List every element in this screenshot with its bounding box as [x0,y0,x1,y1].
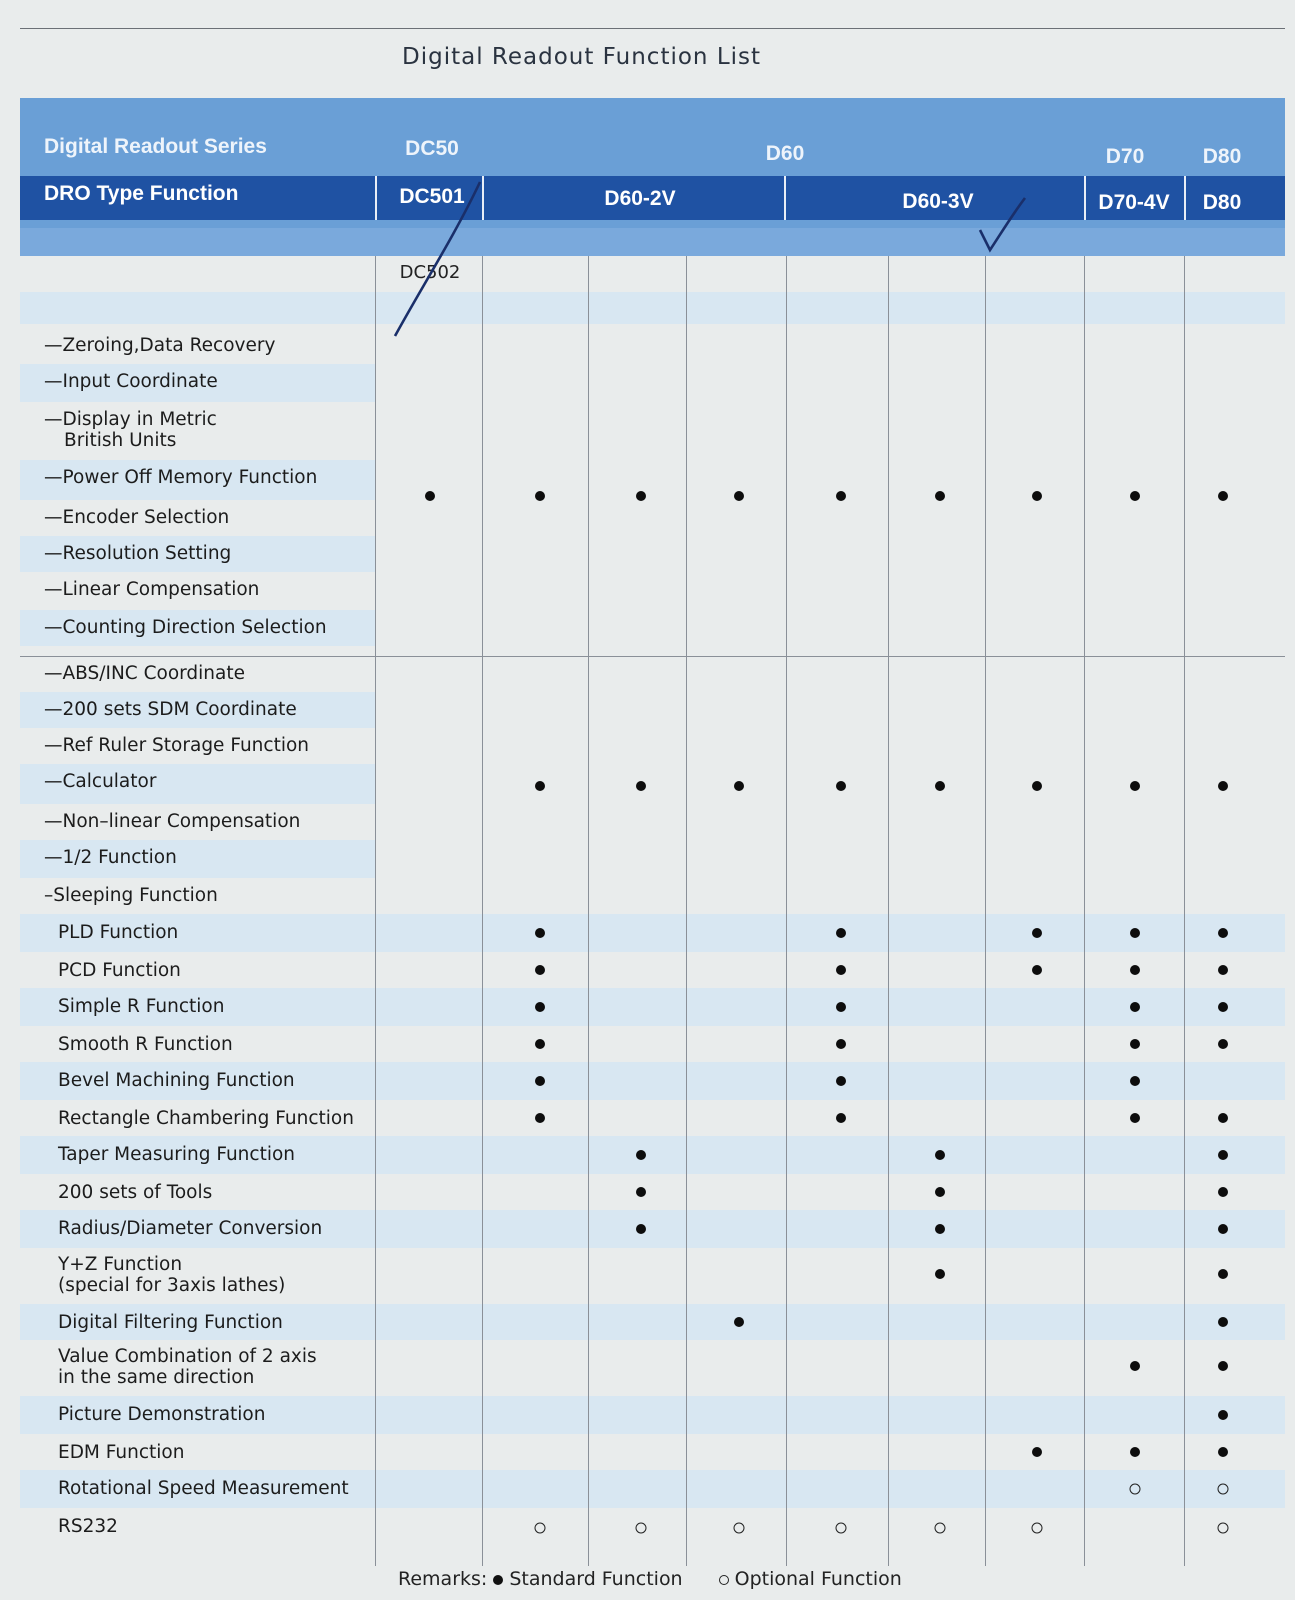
standard-mark [535,965,545,975]
standard-mark [1218,1447,1228,1457]
feature-label: RS232 [58,1516,118,1537]
standard-mark [636,1224,646,1234]
type-separator [784,176,786,220]
legend-prefix: Remarks: [398,1568,488,1590]
standard-mark [935,491,945,501]
optional-mark [1218,1484,1229,1495]
type-separator [375,176,377,220]
row-label: —Counting Direction Selection [44,617,327,638]
type-d80: D80 [1202,191,1242,214]
standard-mark [636,1150,646,1160]
type-d60-2v: D60-2V [604,187,676,210]
standard-mark [535,928,545,938]
standard-mark [935,1187,945,1197]
series-d80: D80 [1202,145,1242,168]
column-divider [686,256,687,1566]
standard-mark [1218,1113,1228,1123]
standard-mark [1130,1076,1140,1086]
feature-label: Rectangle Chambering Function [58,1108,354,1129]
feature-label: Value Combination of 2 axis [58,1346,317,1367]
row-label: —200 sets SDM Coordinate [44,699,297,720]
row-label: —Resolution Setting [44,543,232,564]
standard-mark [1218,1317,1228,1327]
standard-mark [1218,965,1228,975]
standard-mark [1032,1447,1042,1457]
column-divider [375,256,376,1566]
standard-mark [636,1187,646,1197]
column-divider [786,256,787,1566]
row-label: —Zeroing,Data Recovery [44,335,276,356]
column-divider [985,256,986,1566]
standard-mark [1032,965,1042,975]
feature-label: Smooth R Function [58,1034,233,1055]
standard-mark [535,1039,545,1049]
type-row-label: DRO Type Function [44,182,239,205]
standard-mark [734,1317,744,1327]
optional-mark [836,1523,847,1534]
type-d70-4v: D70-4V [1098,191,1170,214]
standard-mark [1218,1150,1228,1160]
row-label: –Sleeping Function [44,885,218,906]
column-divider [588,256,589,1566]
standard-mark [535,1113,545,1123]
legend-optional: Optional Function [734,1568,902,1590]
feature-label: Picture Demonstration [58,1404,266,1425]
standard-mark [636,491,646,501]
standard-mark [1218,1039,1228,1049]
type-separator [1084,176,1086,220]
column-divider [482,256,483,1566]
page-title: Digital Readout Function List [402,44,762,70]
row-label: —Ref Ruler Storage Function [44,735,310,756]
standard-mark [1130,1039,1140,1049]
standard-mark [636,781,646,791]
standard-mark [1218,1002,1228,1012]
feature-label: EDM Function [58,1442,185,1463]
standard-mark [1218,491,1228,501]
standard-mark [535,491,545,501]
feature-label: Taper Measuring Function [58,1144,296,1165]
standard-mark [1218,928,1228,938]
standard-mark [1130,1361,1140,1371]
row-label: —Input Coordinate [44,371,218,392]
standard-mark [535,781,545,791]
subheader-dc502: DC502 [399,262,461,283]
feature-label: in the same direction [58,1367,255,1388]
feature-label: 200 sets of Tools [58,1182,213,1203]
top-rule [20,28,1285,29]
standard-mark [836,1076,846,1086]
row-label: —Encoder Selection [44,507,230,528]
table-header [20,98,1285,256]
feature-label: Y+Z Function [58,1254,183,1275]
series-d60: D60 [765,142,805,165]
row-label: —Non–linear Compensation [44,811,301,832]
row-stripe [20,914,1285,952]
subheader-stripe [20,292,1285,324]
type-separator [482,176,484,220]
optional-mark [535,1523,546,1534]
row-label: —Linear Compensation [44,579,260,600]
standard-mark [1032,781,1042,791]
row-label: —ABS/INC Coordinate [44,663,246,684]
series-row-label: Digital Readout Series [44,135,267,158]
column-divider [1084,256,1085,1566]
column-divider [888,256,889,1566]
legend [398,1568,908,1590]
row-label: —1/2 Function [44,847,177,868]
row-label: —Calculator [44,771,157,792]
row-label: —Power Off Memory Function [44,467,318,488]
standard-mark [836,781,846,791]
series-d70: D70 [1105,145,1145,168]
row-label: British Units [64,430,177,451]
type-d60-3v: D60-3V [902,190,974,213]
standard-mark [1130,965,1140,975]
standard-mark [535,1002,545,1012]
standard-mark [425,491,435,501]
feature-label: PCD Function [58,960,181,981]
feature-label: Rotational Speed Measurement [58,1478,349,1499]
function-table [20,256,1285,1566]
standard-mark [1218,781,1228,791]
type-dc501: DC501 [399,185,465,208]
optional-mark [734,1523,745,1534]
optional-mark [636,1523,647,1534]
standard-mark [1130,491,1140,501]
standard-mark [1130,781,1140,791]
optional-mark [1218,1523,1229,1534]
feature-label: Simple R Function [58,996,225,1017]
row-label: —Display in Metric [44,409,217,430]
feature-label: Bevel Machining Function [58,1070,295,1091]
standard-mark [535,1076,545,1086]
column-divider [1184,256,1185,1566]
standard-mark [1130,1002,1140,1012]
standard-mark [734,781,744,791]
standard-mark [1218,1361,1228,1371]
type-separator [1184,176,1186,220]
standard-mark [836,928,846,938]
standard-mark [1218,1187,1228,1197]
feature-label: Digital Filtering Function [58,1312,283,1333]
standard-mark [836,965,846,975]
standard-dot-icon [493,1575,503,1585]
optional-mark [935,1523,946,1534]
legend-standard: Standard Function [509,1568,683,1590]
feature-label: PLD Function [58,922,179,943]
standard-mark [836,491,846,501]
standard-mark [935,1150,945,1160]
standard-mark [1130,1447,1140,1457]
standard-mark [836,1002,846,1012]
standard-mark [1218,1224,1228,1234]
standard-mark [1218,1410,1228,1420]
standard-mark [836,1113,846,1123]
standard-mark [734,491,744,501]
group-divider [20,656,1285,657]
standard-mark [935,781,945,791]
standard-mark [1032,491,1042,501]
series-dc50: DC50 [405,137,459,160]
optional-mark [1032,1523,1043,1534]
optional-mark [1130,1484,1141,1495]
standard-mark [1130,928,1140,938]
standard-mark [1130,1113,1140,1123]
standard-mark [935,1224,945,1234]
standard-mark [1032,928,1042,938]
standard-mark [1218,1269,1228,1279]
header-bottom-strip [20,228,1285,256]
optional-ring-icon [719,1575,729,1585]
standard-mark [935,1269,945,1279]
feature-label: Radius/Diameter Conversion [58,1218,323,1239]
standard-mark [836,1039,846,1049]
feature-label: (special for 3axis lathes) [58,1275,286,1296]
